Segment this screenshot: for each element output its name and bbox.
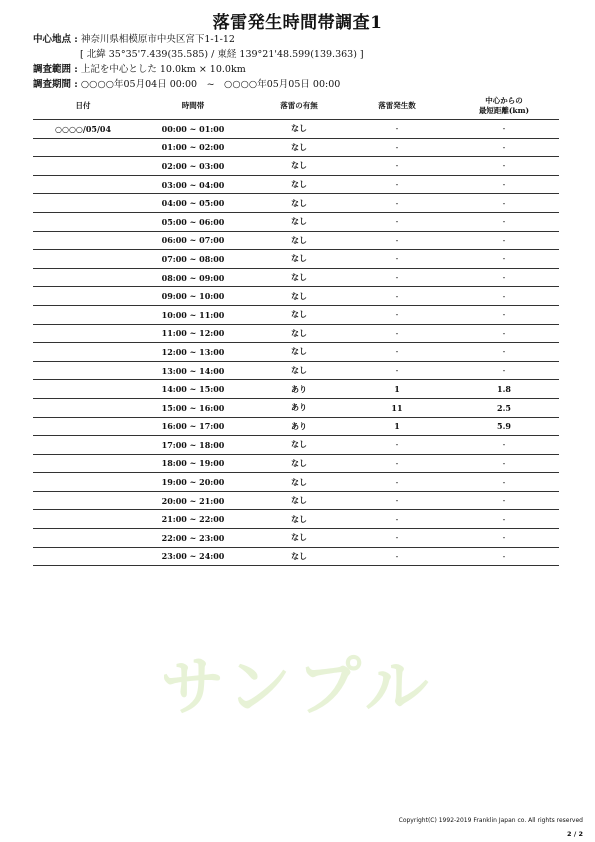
- cell-lightning-presence: なし: [253, 250, 345, 269]
- header-date: 日付: [33, 93, 133, 120]
- cell-lightning-presence: なし: [253, 473, 345, 492]
- cell-min-distance: -: [449, 212, 559, 231]
- survey-period: [33, 76, 340, 90]
- cell-time-slot: 00:00 ~ 01:00: [133, 120, 253, 139]
- cell-min-distance: -: [449, 120, 559, 139]
- cell-lightning-presence: なし: [253, 436, 345, 455]
- cell-min-distance: -: [449, 268, 559, 287]
- cell-lightning-presence: なし: [253, 138, 345, 157]
- cell-min-distance: -: [449, 510, 559, 529]
- cell-lightning-presence: なし: [253, 287, 345, 306]
- cell-min-distance: -: [449, 305, 559, 324]
- table-row: [33, 454, 559, 473]
- cell-date: [33, 529, 133, 548]
- cell-strike-count: -: [345, 529, 449, 548]
- cell-min-distance: -: [449, 324, 559, 343]
- cell-min-distance: -: [449, 175, 559, 194]
- cell-min-distance: -: [449, 454, 559, 473]
- cell-date: [33, 436, 133, 455]
- cell-time-slot: 19:00 ~ 20:00: [133, 473, 253, 492]
- cell-lightning-presence: なし: [253, 361, 345, 380]
- cell-strike-count: -: [345, 138, 449, 157]
- cell-strike-count: -: [345, 361, 449, 380]
- cell-date: [33, 175, 133, 194]
- cell-strike-count: -: [345, 157, 449, 176]
- cell-strike-count: -: [345, 287, 449, 306]
- cell-min-distance: -: [449, 287, 559, 306]
- cell-strike-count: -: [345, 473, 449, 492]
- cell-strike-count: -: [345, 250, 449, 269]
- header-min-distance: 中心からの 最短距離(km): [449, 93, 559, 120]
- cell-min-distance: -: [449, 194, 559, 213]
- cell-time-slot: 06:00 ~ 07:00: [133, 231, 253, 250]
- cell-lightning-presence: なし: [253, 305, 345, 324]
- table-row: [33, 120, 559, 139]
- table-row: [33, 305, 559, 324]
- table-row: [33, 361, 559, 380]
- cell-lightning-presence: あり: [253, 380, 345, 399]
- table-header-row: [33, 93, 559, 120]
- cell-time-slot: 02:00 ~ 03:00: [133, 157, 253, 176]
- cell-lightning-presence: なし: [253, 120, 345, 139]
- cell-strike-count: 1: [345, 417, 449, 436]
- cell-strike-count: -: [345, 175, 449, 194]
- cell-date: [33, 547, 133, 566]
- table-row: [33, 250, 559, 269]
- cell-time-slot: 16:00 ~ 17:00: [133, 417, 253, 436]
- cell-time-slot: 20:00 ~ 21:00: [133, 491, 253, 510]
- survey-period-label: 調査期間 :: [33, 79, 78, 90]
- cell-date: [33, 510, 133, 529]
- cell-date: [33, 231, 133, 250]
- cell-time-slot: 01:00 ~ 02:00: [133, 138, 253, 157]
- cell-lightning-presence: なし: [253, 529, 345, 548]
- cell-min-distance: -: [449, 529, 559, 548]
- table-row: [33, 380, 559, 399]
- cell-date: [33, 361, 133, 380]
- cell-min-distance: -: [449, 491, 559, 510]
- table-row: [33, 398, 559, 417]
- survey-period-value: ○○○○年05月04日 00:00 ~ ○○○○年05月05日 00:00: [80, 79, 341, 90]
- cell-date: [33, 491, 133, 510]
- table-row: [33, 417, 559, 436]
- cell-date: [33, 473, 133, 492]
- center-point-label: 中心地点 :: [33, 34, 78, 45]
- cell-strike-count: -: [345, 268, 449, 287]
- table-row: [33, 138, 559, 157]
- cell-date: [33, 305, 133, 324]
- cell-date: [33, 268, 133, 287]
- cell-min-distance: -: [449, 361, 559, 380]
- cell-lightning-presence: なし: [253, 157, 345, 176]
- table-row: [33, 175, 559, 194]
- cell-date: [33, 343, 133, 362]
- cell-lightning-presence: なし: [253, 547, 345, 566]
- cell-min-distance: -: [449, 231, 559, 250]
- table-row: [33, 287, 559, 306]
- cell-strike-count: -: [345, 212, 449, 231]
- cell-time-slot: 09:00 ~ 10:00: [133, 287, 253, 306]
- table-row: [33, 436, 559, 455]
- cell-lightning-presence: あり: [253, 398, 345, 417]
- cell-date: [33, 194, 133, 213]
- cell-strike-count: -: [345, 510, 449, 529]
- cell-min-distance: -: [449, 547, 559, 566]
- cell-min-distance: -: [449, 473, 559, 492]
- table-row: [33, 157, 559, 176]
- cell-time-slot: 13:00 ~ 14:00: [133, 361, 253, 380]
- cell-date: [33, 380, 133, 399]
- cell-lightning-presence: なし: [253, 510, 345, 529]
- table-row: [33, 268, 559, 287]
- cell-min-distance: 2.5: [449, 398, 559, 417]
- cell-lightning-presence: なし: [253, 454, 345, 473]
- table-body: [33, 120, 559, 566]
- table-row: [33, 212, 559, 231]
- cell-time-slot: 17:00 ~ 18:00: [133, 436, 253, 455]
- cell-date: ○○○○/05/04: [33, 120, 133, 139]
- survey-range-label: 調査範囲 :: [33, 64, 78, 75]
- cell-time-slot: 04:00 ~ 05:00: [133, 194, 253, 213]
- cell-time-slot: 03:00 ~ 04:00: [133, 175, 253, 194]
- cell-min-distance: -: [449, 250, 559, 269]
- table-row: [33, 529, 559, 548]
- cell-time-slot: 21:00 ~ 22:00: [133, 510, 253, 529]
- cell-time-slot: 08:00 ~ 09:00: [133, 268, 253, 287]
- cell-strike-count: -: [345, 231, 449, 250]
- table-row: [33, 231, 559, 250]
- cell-min-distance: -: [449, 157, 559, 176]
- cell-time-slot: 11:00 ~ 12:00: [133, 324, 253, 343]
- cell-lightning-presence: なし: [253, 268, 345, 287]
- cell-time-slot: 14:00 ~ 15:00: [133, 380, 253, 399]
- cell-date: [33, 287, 133, 306]
- table-row: [33, 491, 559, 510]
- survey-range: [33, 61, 246, 75]
- cell-strike-count: -: [345, 436, 449, 455]
- cell-lightning-presence: なし: [253, 175, 345, 194]
- cell-date: [33, 454, 133, 473]
- cell-date: [33, 324, 133, 343]
- cell-strike-count: -: [345, 454, 449, 473]
- table-row: [33, 343, 559, 362]
- cell-strike-count: -: [345, 343, 449, 362]
- cell-time-slot: 12:00 ~ 13:00: [133, 343, 253, 362]
- cell-strike-count: -: [345, 120, 449, 139]
- table-row: [33, 547, 559, 566]
- cell-time-slot: 15:00 ~ 16:00: [133, 398, 253, 417]
- cell-date: [33, 157, 133, 176]
- cell-lightning-presence: なし: [253, 491, 345, 510]
- cell-min-distance: -: [449, 138, 559, 157]
- table-row: [33, 510, 559, 529]
- cell-strike-count: 11: [345, 398, 449, 417]
- cell-date: [33, 212, 133, 231]
- cell-date: [33, 398, 133, 417]
- sample-watermark: サンプル: [160, 651, 435, 725]
- cell-strike-count: -: [345, 547, 449, 566]
- lightning-table: [33, 93, 559, 566]
- cell-lightning-presence: なし: [253, 212, 345, 231]
- cell-strike-count: -: [345, 305, 449, 324]
- cell-strike-count: -: [345, 324, 449, 343]
- cell-min-distance: -: [449, 436, 559, 455]
- cell-strike-count: -: [345, 194, 449, 213]
- table-row: [33, 473, 559, 492]
- header-time-slot: 時間帯: [133, 93, 253, 120]
- center-point: [33, 31, 235, 45]
- page-number: 2 / 2: [567, 830, 583, 838]
- cell-date: [33, 417, 133, 436]
- cell-time-slot: 07:00 ~ 08:00: [133, 250, 253, 269]
- cell-min-distance: -: [449, 343, 559, 362]
- survey-range-value: 上記を中心とした 10.0km × 10.0km: [80, 64, 246, 75]
- cell-min-distance: 1.8: [449, 380, 559, 399]
- cell-lightning-presence: なし: [253, 194, 345, 213]
- copyright-text: Copyright(C) 1992-2019 Franklin Japan co. All rights reserved: [398, 817, 583, 824]
- cell-time-slot: 23:00 ~ 24:00: [133, 547, 253, 566]
- header-lightning-presence: 落雷の有無: [253, 93, 345, 120]
- cell-time-slot: 05:00 ~ 06:00: [133, 212, 253, 231]
- table-row: [33, 324, 559, 343]
- cell-strike-count: 1: [345, 380, 449, 399]
- header-strike-count: 落雷発生数: [345, 93, 449, 120]
- cell-date: [33, 138, 133, 157]
- page-title: 落雷発生時間帯調査1: [212, 13, 383, 33]
- cell-lightning-presence: なし: [253, 324, 345, 343]
- cell-date: [33, 250, 133, 269]
- center-point-value: 神奈川県相模原市中央区宮下1-1-12: [80, 34, 235, 45]
- cell-lightning-presence: なし: [253, 343, 345, 362]
- table-row: [33, 194, 559, 213]
- cell-strike-count: -: [345, 491, 449, 510]
- cell-time-slot: 18:00 ~ 19:00: [133, 454, 253, 473]
- cell-time-slot: 22:00 ~ 23:00: [133, 529, 253, 548]
- cell-lightning-presence: あり: [253, 417, 345, 436]
- cell-time-slot: 10:00 ~ 11:00: [133, 305, 253, 324]
- cell-min-distance: 5.9: [449, 417, 559, 436]
- cell-lightning-presence: なし: [253, 231, 345, 250]
- center-coordinates: [ 北緯 35°35'7.439(35.585) / 東経 139°21'48.599(139.363) ]: [80, 49, 364, 60]
